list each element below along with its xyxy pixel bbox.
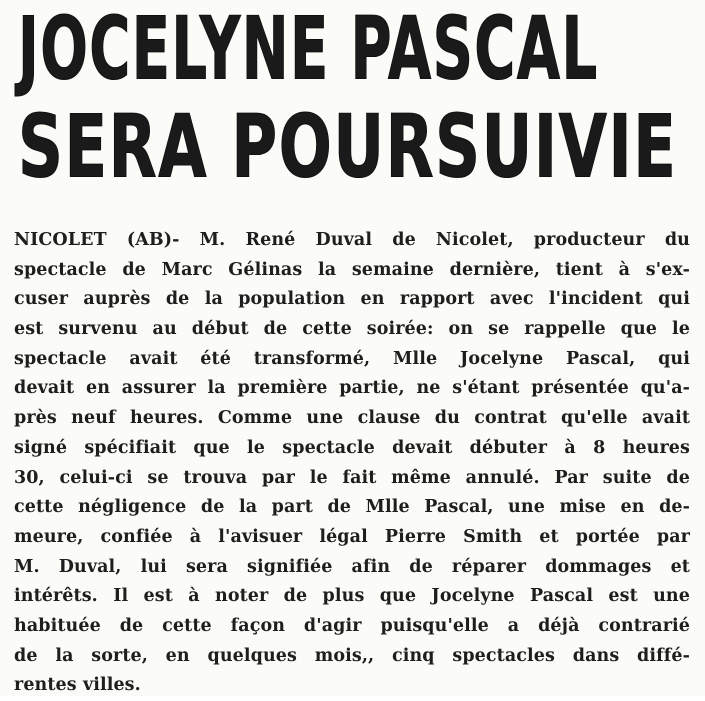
article-line: M. Duval, lui sera signifiée afin de réparer dommages et — [14, 556, 690, 577]
article-line: 30, celui-ci se trouva par le fait même annulé. Par suite de — [14, 467, 690, 488]
headline-line-2: SERA POURSUIVIE — [18, 96, 678, 197]
dateline: NICOLET (AB)- — [14, 230, 180, 250]
article-line: signé spécifiait que le spectacle devait débuter à 8 heures — [14, 437, 690, 458]
article-line: devait en assurer la première partie, ne s'étant présentée qu'a- — [14, 378, 690, 399]
article-line: est survenu au début de cette soirée: on se rappelle que le — [14, 319, 690, 340]
article-line-text: M. René Duval de Nicolet, producteur du — [179, 230, 690, 250]
article-line: cette négligence de la part de Mlle Pascal, une mise en de- — [14, 497, 690, 518]
article-line: rentes villes. — [14, 675, 141, 696]
headline-line-1: JOCELYNE PASCAL — [18, 0, 599, 99]
article-line: meure, confiée à l'avisuer légal Pierre Smith et portée par — [14, 526, 690, 547]
article-line: spectacle de Marc Gélinas la semaine dernière, tient à s'ex- — [14, 259, 690, 280]
article-line: spectacle avait été transformé, Mlle Jocelyne Pascal, qui — [14, 348, 690, 369]
article-body — [14, 226, 690, 701]
article-line: de la sorte, en quelques mois,, cinq spectacles dans diffé- — [14, 645, 690, 666]
article-line: intérêts. Il est à noter de plus que Jocelyne Pascal est une — [14, 586, 690, 607]
article-line: habituée de cette façon d'agir puisqu'elle a déjà contrarié — [14, 615, 690, 636]
article-line: près neuf heures. Comme une clause du contrat qu'elle avait — [14, 408, 690, 429]
article-line: cuser auprès de la population en rapport avec l'incident qui — [14, 289, 690, 310]
article-line — [14, 226, 690, 256]
